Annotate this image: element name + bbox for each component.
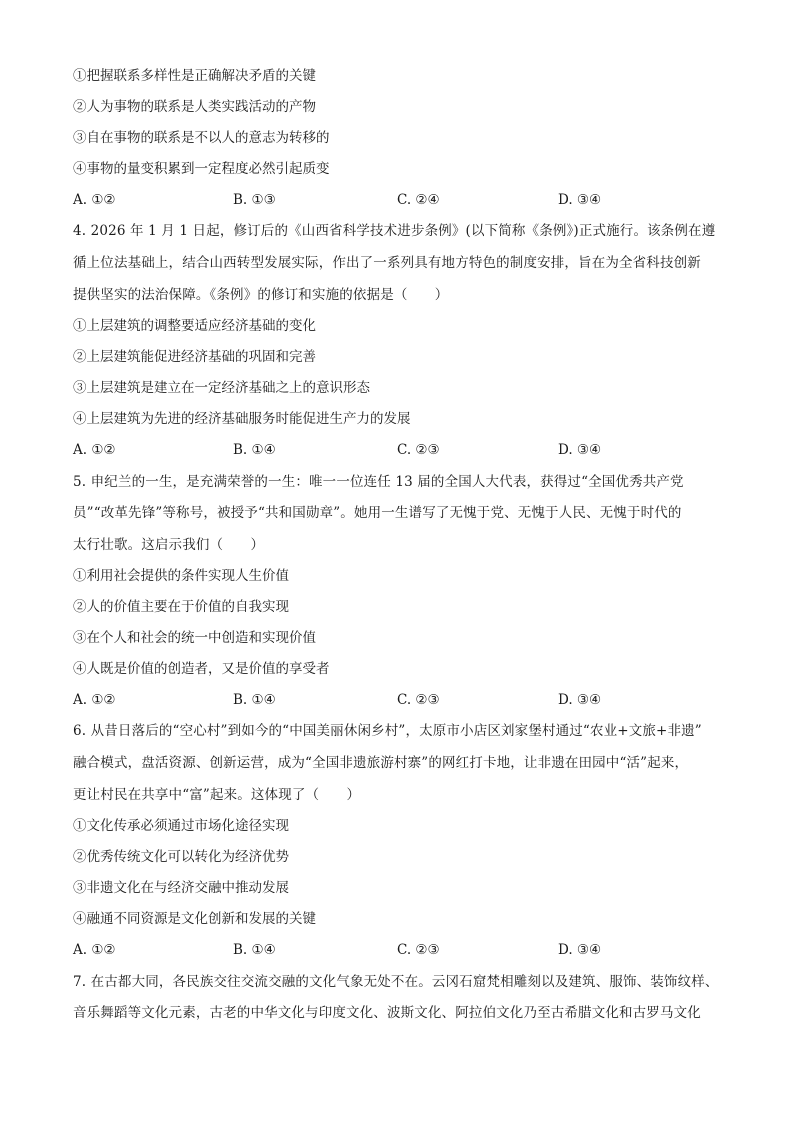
q5-stem-line-1: 5. 申纪兰的一生，是充满荣誉的一生：唯一一位连任 13 届的全国人大代表，获得过“全国优秀共产党 [73,474,684,490]
q4-choice-c: C. ②③ [397,442,440,458]
q4-stem-line-1: 4. 2026 年 1 月 1 日起，修订后的《山西省科学技术进步条例》(以下简称《条例》)正式施行。该条例在遵 [73,223,716,239]
q6-choice-a: A. ①② [73,942,116,958]
q5-stem-line-2: 员”“改革先锋”等称号，被授予“共和国勋章”。她用一生谱写了无愧于党、无愧于人民、无愧于时代的 [73,505,682,521]
q4-stem-line-3: 提供坚实的法治保障。《条例》的修订和实施的依据是（ ） [73,287,449,303]
q5-option-3: ③在个人和社会的统一中创造和实现价值 [73,630,316,646]
q3-choice-d: D. ③④ [558,192,602,208]
q6-choice-c: C. ②③ [397,942,440,958]
q6-choice-b: B. ①④ [233,942,276,958]
q4-option-3: ③上层建筑是建立在一定经济基础之上的意识形态 [73,380,370,396]
q4-option-4: ④上层建筑为先进的经济基础服务时能促进生产力的发展 [73,411,411,427]
q3-option-1: ①把握联系多样性是正确解决矛盾的关键 [73,68,316,84]
q5-option-2: ②人的价值主要在于价值的自我实现 [73,599,289,615]
q4-choices [73,440,733,460]
q7-stem-line-1: 7. 在古都大同，各民族交往交流交融的文化气象无处不在。云冈石窟梵相雕刻以及建筑、服饰、装饰纹样、 [73,974,719,990]
q5-stem-line-3: 太行壮歌。这启示我们（ ） [73,537,265,553]
q6-option-3: ③非遗文化在与经济交融中推动发展 [73,880,289,896]
q3-option-2: ②人为事物的联系是人类实践活动的产物 [73,99,316,115]
q3-option-3: ③自在事物的联系是不以人的意志为转移的 [73,130,330,146]
q7-stem-line-2: 音乐舞蹈等文化元素，古老的中华文化与印度文化、波斯文化、阿拉伯文化乃至古希腊文化和古罗马文化 [73,1005,701,1021]
q4-choice-b: B. ①④ [233,442,276,458]
q4-choice-a: A. ①② [73,442,116,458]
q3-option-4: ④事物的量变积累到一定程度必然引起质变 [73,161,330,177]
q3-choice-c: C. ②④ [397,192,440,208]
q5-option-1: ①利用社会提供的条件实现人生价值 [73,568,289,584]
q6-choices [73,940,733,960]
q6-option-1: ①文化传承必须通过市场化途径实现 [73,818,289,834]
q4-option-1: ①上层建筑的调整要适应经济基础的变化 [73,318,316,334]
q5-choice-d: D. ③④ [558,692,602,708]
q3-choice-b: B. ①③ [233,192,276,208]
q5-choice-c: C. ②③ [397,692,440,708]
q6-option-2: ②优秀传统文化可以转化为经济优势 [73,849,289,865]
q3-choices [73,190,733,210]
q5-choices [73,690,733,710]
q6-stem-line-1: 6. 从昔日落后的“空心村”到如今的“中国美丽休闲乡村”，太原市小店区刘家堡村通过“农业+文旅+非遗” [73,723,702,739]
q5-option-4: ④人既是价值的创造者，又是价值的享受者 [73,661,330,677]
q4-choice-d: D. ③④ [558,442,602,458]
q6-stem-line-2: 融合模式，盘活资源、创新运营，成为“全国非遗旅游村寨”的网红打卡地，让非遗在田园中“活”起来， [73,755,689,771]
q5-choice-b: B. ①④ [233,692,276,708]
q6-stem-line-3: 更让村民在共享中“富”起来。这体现了（ ） [73,787,361,803]
q6-option-4: ④融通不同资源是文化创新和发展的关键 [73,911,316,927]
q3-choice-a: A. ①② [73,192,116,208]
q4-option-2: ②上层建筑能促进经济基础的巩固和完善 [73,349,316,365]
q5-choice-a: A. ①② [73,692,116,708]
q4-stem-line-2: 循上位法基础上，结合山西转型发展实际，作出了一系列具有地方特色的制度安排，旨在为全省科技创新 [73,255,701,271]
q6-choice-d: D. ③④ [558,942,602,958]
